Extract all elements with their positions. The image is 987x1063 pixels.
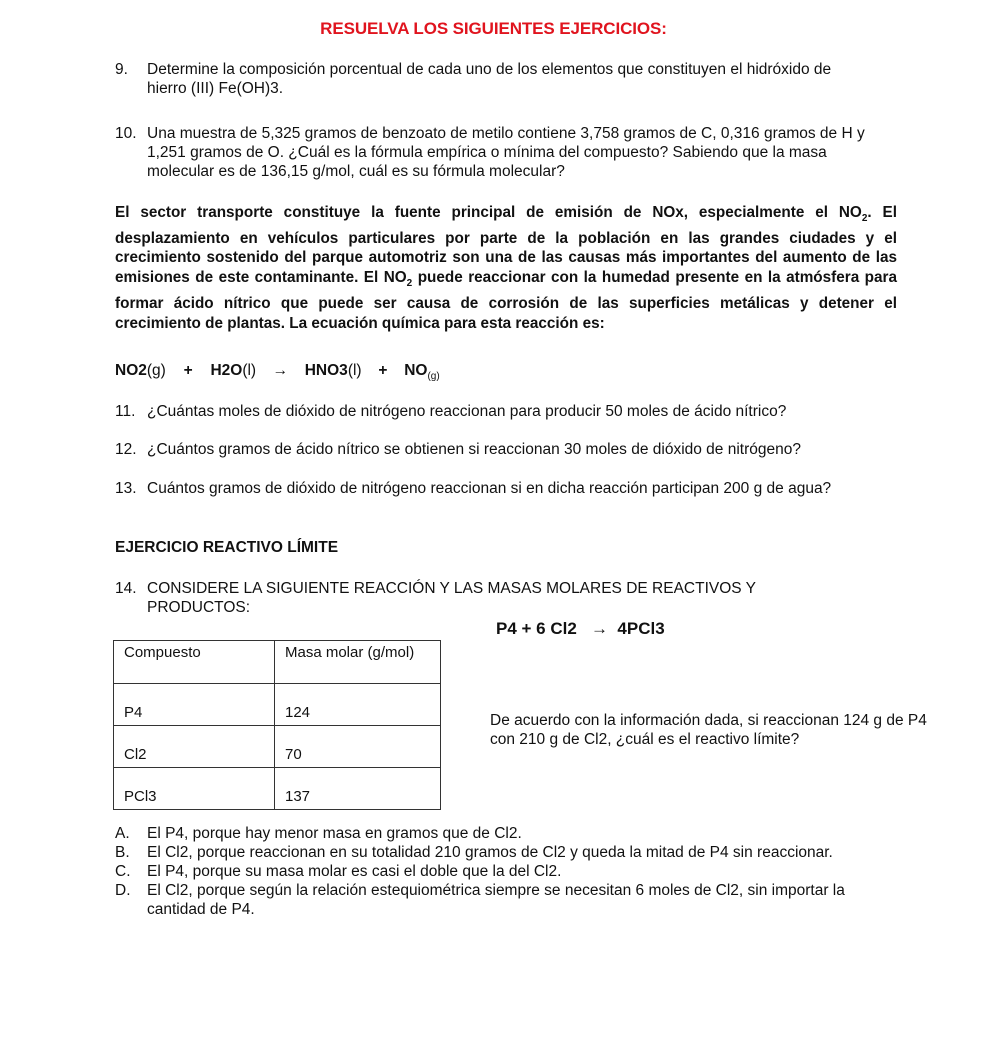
paragraph-text: . El desplazamiento en vehículos particulares por parte de la población en las grandes ciudades y el crecimiento sostenido del parque automotriz son una de las causas más importantes del aumento de las emisiones de este contaminante. El NO <box>115 204 897 287</box>
option-text: El Cl2, porque según la relación estequiométrica siempre se necesitan 6 moles de Cl2, sin importar la cantidad de P4. <box>147 882 845 918</box>
reactant-no2: NO2(g) <box>115 362 166 379</box>
table-cell: PCl3 <box>114 768 275 810</box>
product-hno3: HNO3(l) <box>304 362 362 379</box>
page-title: RESUELVA LOS SIGUIENTES EJERCICIOS: <box>320 19 667 38</box>
question-number: 12. <box>115 441 137 458</box>
question-number: 14. <box>115 580 137 597</box>
table-row <box>114 768 441 810</box>
question-11 <box>115 402 895 421</box>
option-b <box>115 843 875 862</box>
table-cell: 137 <box>275 768 441 810</box>
chemical-equation-pcl3: P4 + 6 Cl2 → 4PCl3 <box>496 619 665 638</box>
question-12 <box>115 440 905 459</box>
answer-options <box>115 824 875 919</box>
table-row <box>114 726 441 768</box>
reactant-h2o: H2O(l) <box>210 362 257 379</box>
option-text: El P4, porque hay menor masa en gramos que de Cl2. <box>147 825 522 842</box>
table-header-cell: Compuesto <box>114 641 275 684</box>
table-cell: 70 <box>275 726 441 768</box>
question-14 <box>115 579 835 617</box>
subscript: 2 <box>406 278 413 290</box>
question-text: Una muestra de 5,325 gramos de benzoato de metilo contiene 3,758 gramos de C, 0,316 gramos de H y 1,251 gramos de O. ¿Cuál es la fórmula empírica o mínima del compuesto? Sabiendo que la masa molecular es de 136,15 g/mol, cuál es su fórmula molecular? <box>147 125 865 180</box>
limiting-reagent-question: De acuerdo con la información dada, si reaccionan 124 g de P4 con 210 g de Cl2, ¿cuál es el reactivo límite? <box>490 712 927 748</box>
question-text: Cuántos gramos de dióxido de nitrógeno reaccionan si en dicha reacción participan 200 g de agua? <box>147 480 832 497</box>
question-text: Determine la composición porcentual de cada uno de los elementos que constituyen el hidróxido de hierro (III) Fe(OH)3. <box>147 61 832 97</box>
table-cell: 124 <box>275 684 441 726</box>
section-heading: EJERCICIO REACTIVO LÍMITE <box>115 539 339 556</box>
question-number: 13. <box>115 480 137 497</box>
table-header-row <box>114 641 441 684</box>
paragraph-text: puede reaccionar con la humedad presente en la atmósfera para formar ácido nítrico que puede ser causa de corrosión de las superficies metálicas y detener el crecimiento de plantas. La ecuación química para esta reacción es: <box>115 269 897 332</box>
table-row <box>114 684 441 726</box>
option-d <box>115 881 875 919</box>
table-header-cell: Masa molar (g/mol) <box>275 641 441 684</box>
table-cell: P4 <box>114 684 275 726</box>
option-letter: D. <box>115 882 131 899</box>
option-text: El P4, porque su masa molar es casi el doble que la del Cl2. <box>147 863 562 880</box>
paragraph-text: El sector transporte constituye la fuente principal de emisión de NOx, especialmente el NO <box>115 204 862 221</box>
table-cell: Cl2 <box>114 726 275 768</box>
arrow-icon: → <box>272 362 289 379</box>
question-9 <box>115 60 835 98</box>
question-13 <box>115 479 875 498</box>
option-c <box>115 862 875 881</box>
question-10 <box>115 124 875 181</box>
context-paragraph <box>115 203 897 333</box>
question-number: 9. <box>115 61 128 78</box>
option-letter: B. <box>115 844 130 861</box>
option-a <box>115 824 875 843</box>
question-text: ¿Cuántos gramos de ácido nítrico se obtienen si reaccionan 30 moles de dióxido de nitrógeno? <box>147 441 801 458</box>
molar-mass-table <box>113 640 441 810</box>
option-text: El Cl2, porque reaccionan en su totalidad 210 gramos de Cl2 y queda la mitad de P4 sin reaccionar. <box>147 844 833 861</box>
plus-sign: + <box>183 362 193 379</box>
plus-sign: + <box>378 362 388 379</box>
product-no: $NO_{(g)}$ <box>404 362 440 383</box>
option-letter: C. <box>115 863 131 880</box>
question-text: CONSIDERE LA SIGUIENTE REACCIÓN Y LAS MASAS MOLARES DE REACTIVOS Y PRODUCTOS: <box>147 580 756 616</box>
question-number: 10. <box>115 125 137 142</box>
question-number: 11. <box>115 403 136 420</box>
subscript: 2 <box>861 213 868 225</box>
question-text: ¿Cuántas moles de dióxido de nitrógeno reaccionan para producir 50 moles de ácido nítrico? <box>147 403 787 420</box>
option-letter: A. <box>115 825 130 842</box>
chemical-equation-no2 <box>115 362 440 382</box>
